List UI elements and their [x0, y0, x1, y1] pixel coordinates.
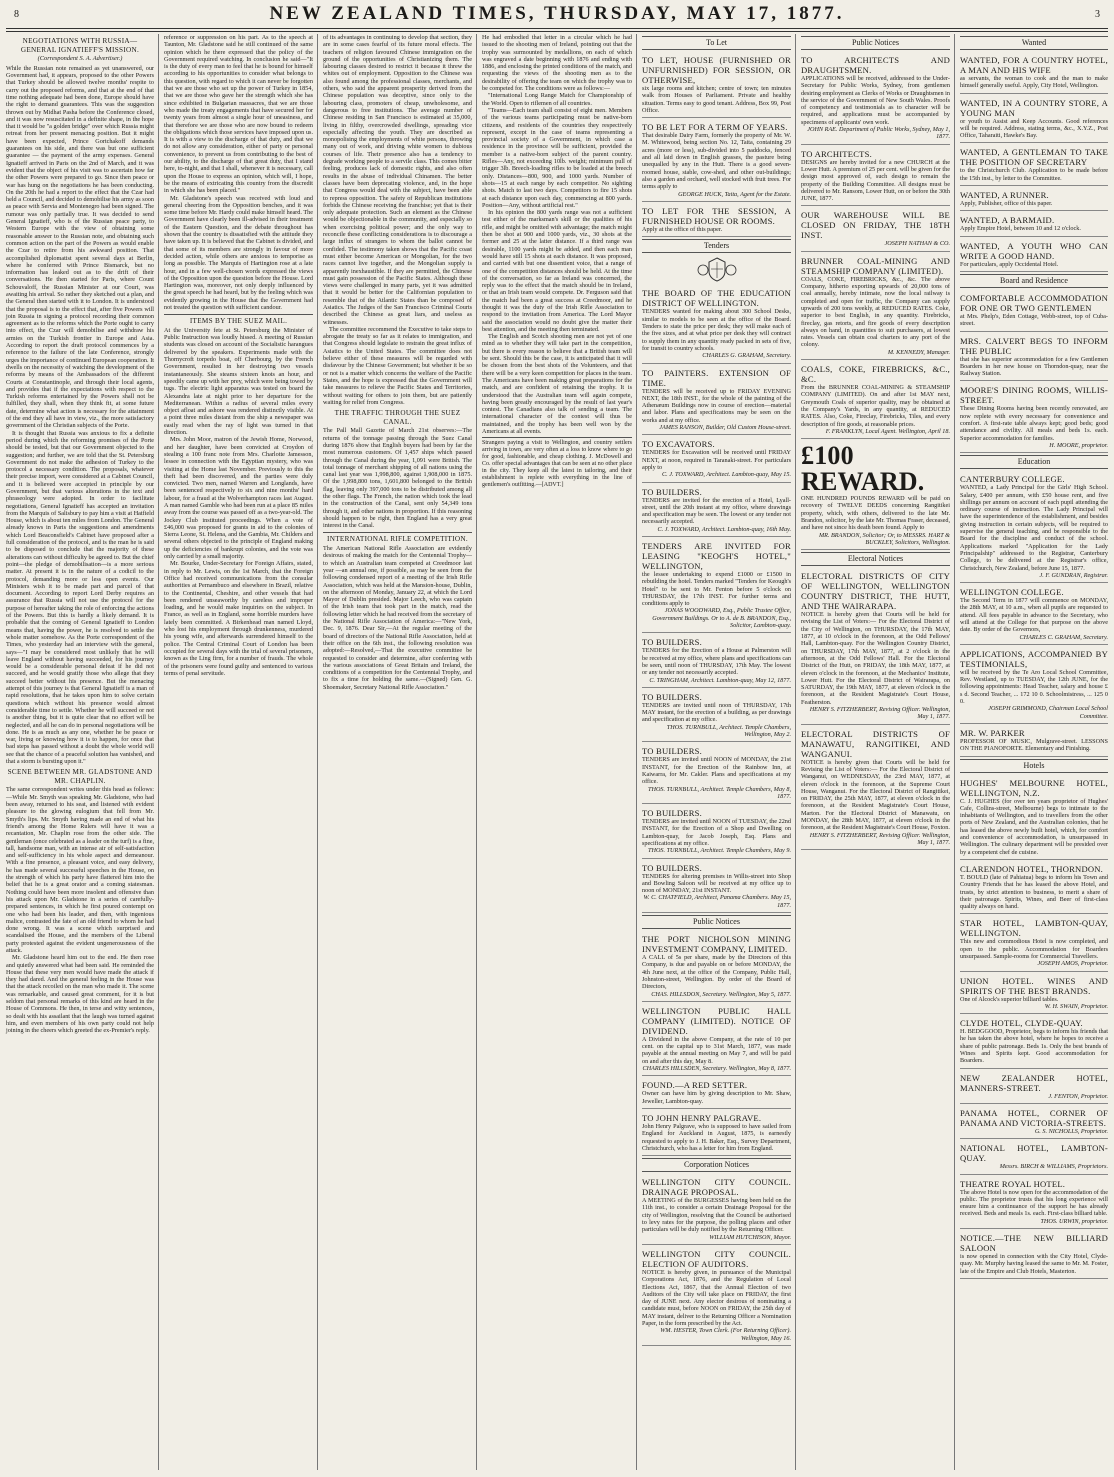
advertisement: [801, 254, 950, 360]
advertisement-heading: TO BUILDERS.: [642, 808, 703, 819]
advertisement-heading: TO BUILDERS.: [642, 862, 703, 873]
advertisement-heading: WANTED, A GENTLEMAN TO TAKE THE POSITION OF SECRETARY: [960, 147, 1108, 168]
advertisement-signature: WILLIAM HUTCHISON, Mayor.: [709, 1233, 791, 1241]
advertisement: [642, 539, 791, 633]
advertisement-signature: C. J. TOXWARD, Architect. Lambton-quay, May 15.: [661, 471, 791, 479]
advertisement-heading: COMFORTABLE ACCOMMODATION FOR ONE OR TWO GENTLEMEN: [960, 292, 1108, 313]
advertisement-body: Apply Empire Hotel, between 10 and 12 o'clock.: [960, 225, 1081, 233]
article-paragraph: It is thought that Russia was anxious to fix a definite period during which the reforming promises of the Porte should be tested, but that our Government objected to the suggestion; and further, we are told that the St. Petersburg Government do not make the adhesion of Turkey to the protocol a necessary condition. The proposals, whatever their precise import, were considered at a Cabinet Council, and it is believed were accepted in principle by our Government, but that various alterations in the text and phraseology were adopted. In order to facilitate negotiations, General Ignatieff has accepted an invitation from the Marquis of Salisbury to pay him a visit at Hatfield House, which is about ten miles from London. The General already knows in Paris the suggestions and amendments which Lord Beaconsfield's Cabinet have proposed after a full consideration of the protocol, and is the man he is said to be disposed to conclude that the majority of these alterations can without difficulty be agreed to. But the chief point—the pledge of demobilisation—is a more serious matter. At present it is in the nature of a codicil to the protocol, demanding more or less open events. Our Ministers wish it to be made part and parcel of that document. According to report Lord Derby requires an assurance that Russia will not use the protocol for the purpose of hereafter taking the role of enforcing the actions of the Powers. But this is hardly a likely demand. It is probable that the coming of General Ignatieff to London means that, having the power, he is resolved to settle the whole matter somehow. As the Porte correspondent of the Times, who yesterday had an interview with the general, says—"I may be considered most unlikely that he will leave England without having succeeded, for his journey would be a considerable personal defeat if he did not succeed, and he would gratify those who allege that they succeed better without his presence. But the menacing attempt of this journey is that General Ignatieff is a man of rapid resolutions, that he takes upon him to solve certain questions which without his presence would almost considerable time to settle. Whether he will succeed or not is another thing, but it is quite clear that no effort will be neglected, and all he can do in personal negotiations will be done. He is as much as any one, whether he be peace or war, living or knowing how it is to happen, for once that bad steps has passed without a doubt the whole world will see that the chance of a peaceful solution has vanished, and that a storm is bursting upon it.": [6, 429, 154, 765]
advertisement-body: Apply, Publisher, office of this paper.: [960, 200, 1053, 208]
advertisement-heading: THE BOARD OF THE EDUCATION DISTRICT OF WELLINGTON.: [642, 288, 791, 309]
advertisement-body: A Dividend in the above Company, at the rate of 10 per cent. on the capital up to 31st March, 1877, was made payable at the annual meeting on May 7, and will be paid on and after this day, May 8.: [642, 1035, 791, 1065]
advertisement-heading: WELLINGTON PUBLIC HALL COMPANY (LIMITED). NOTICE OF DIVIDEND.: [642, 1005, 791, 1036]
advertisement-body: six large rooms and kitchen; centre of town; ten minutes walk from Houses of Parliament. Private and healthy situation. Terms easy to good tenant. Address, Box 99, Post Office.: [642, 85, 791, 114]
advertisement-signature: CHARLES G. GRAHAM, Secretary.: [702, 352, 791, 360]
section-heading: Public Notices: [642, 915, 791, 929]
advertisement: [642, 120, 791, 202]
advertisement-body: A MEETING of the BURGESSES having been held on the 11th inst., to consider a certain Drainage Proposal for the city of Wellington, resolving that the Council be authorised to levy rates for the purpose, the polling places and other particulars will be duly notified by the Returning Officer.: [642, 1197, 791, 1234]
advertisement-signature: HENRY S. FITZHERBERT, Revising Officer. Wellington, May 1, 1877.: [809, 831, 950, 846]
advertisement: [960, 96, 1108, 144]
column-1: [2, 34, 158, 1470]
advertisement: [801, 727, 950, 851]
advertisement-body: ONE HUNDRED POUNDS REWARD will be paid on recovery of TWELVE DEEDS concerning Rangitikei property, which, with others, delivered to the late Mr. Brandon, solicitor, by the late Mr. Thomas Fraser, deceased, and have not since his death been found. Apply to: [801, 495, 950, 532]
advertisement-heading: TENDERS ARE INVITED FOR LEASING "KEOGH'S HOTEL," WELLINGTON,: [642, 540, 791, 571]
advertisement: [642, 204, 791, 237]
article-paragraph: While the Russian note remained as yet unanswered, our Government had, it appears, proposed to the other Powers that Turkey should be allowed twelve months' respite to carry out the proposed reforms, and that at the end of that time nothing adequate had been done, Europe should have the right to demand guarantees. This was the suggestion thrown out by Midhat Pasha before the Conference closed, and it was now resuscitated in a definite shape, in the hope that it would be "a golden bridge" over which Russia might retreat from her present menacing position. But it might have been expected, Prince Gortchakoff demands guarantees on his side, and there was but one sufficient guarantee — the payment of the army expenses. General Ignatieff arrived in Paris on the 2nd of March, and it was evident that the object of his visit was to ascertain how far the other Powers were prepared to go. Since then peace or war has hung on the negotiations he has been conducting. On the 20th he had a report to the effect that the Czar had held a Council, and decided to demobilise his army as soon as peace with Servia and Montenegro had been signed. The rumour was only partially true. It was decided to send General Ignatieff, who is of the Russian peace party, to Western Europe with the view of obtaining some reasonable answer to the Russian note, and obtaining such common action on the part of the Powers as would enable the Czar to retire from his awkward position. That accomplished diplomatist spent several days at Berlin, where he conferred with Prince Bismarck, but no information has leaked out as to the drift of their conversations. He then started for Paris, where Count Schouvaloff, the Russian Minister at our Court, was awaiting his arrival. So rather they sketched out a plan, and the General then started with it to London. It is understood that the proposal is to the effect that, after five Powers will join Russia in signing a protocol recording their common agreement as to the reforms which the Porte ought to carry into effect, the Czar will demobilise and withdraw his armies on the Turkish frontier in Europe and Asia. According to report the draft protocol commences by a reference to the failure of the late Conference, strongly urges the importance of continued European cooperation. It dwells on the necessity of watching the development of the reforms by means of the Ambassadors of the different Courts at Constantinople, and through their local agents, and provides that if the expectations with respect to the Turkish reforms entertained by the Powers shall not be fulfilled, they shall, when they think fit, at some future date, determine what action is necessary for the attainment of the end they all have in view, viz., the more satisfactory government of the Christian subjects of the Porte.: [6, 64, 154, 430]
advertisement-heading: WELLINGTON CITY COUNCIL. ELECTION OF AUDITORS.: [642, 1248, 791, 1269]
advertisement-body: NOTICE is hereby given, in pursuance of the Municipal Corporations Act, 1876, and the Regulation of Local Elections Act, 1867, that the Annual Election of two Auditors of the City will take place on FRIDAY, the first day of JUNE next. Any elector desirous of nominating a candidate must, before NOON on FRIDAY, the 25th day of MAY instant, deliver to the Returning Officer a Nomination Paper, in the form prescribed by the Act.: [642, 1268, 791, 1327]
advertisement-signature: C. TRINGHAM, Architect. Lambton-quay, May 12, 1877.: [649, 676, 791, 684]
section-heading: Electoral Notices: [801, 552, 950, 566]
advertisement: [801, 441, 950, 550]
column-divider: [795, 34, 796, 1470]
advertisement: [960, 334, 1108, 382]
advertisement-signature: THOS. TURNBULL, Architect. Temple Chambers, May 8, 1877.: [648, 785, 791, 800]
article-heading: NEGOTIATIONS WITH RUSSIA— GENERAL IGNATIEFF'S MISSION.: [20, 37, 140, 54]
advertisement: [642, 932, 791, 1002]
reward-amount: £100 REWARD.: [801, 441, 925, 497]
article-paragraph: of its advantages in continuing to develop that section, they are in some cases fearful of its future moral effects. The teachers of religion favoured Chinese immigration on the ground of the opportunities of Christianizing them. The labouring classes desired to restrict it because it threw the whites out of employment. Opposition to the Chinese was also found among the professional classes, merchants, and others, who said the apparent prosperity derived from the Chinese population was deceptive, since only to the labouring class, promoters of cheap, unwholesome, and dangerous to free institutions. The average number of Chinese residing in San Francisco is estimated at 35,000, living in filthy, overcrowded dwellings, spreading vice especially affecting the youth. They are described as monopolising the employments of white persons, throwing many out of work, and driving white women to dubious courses of life. Their presence also has a tendency to degrade working people to a servile class. This comes bitter feeling, produces lack of domestic rights, and also often results in the abuse of individual Chinamen. The better classes have been deprecating violence, and, in the hope that Congress would deal with the subject, have been able to repress opposition. The safety of Republican institutions forbids the Chinese receiving the franchise; yet that is their only adequate protection. Such an element as the Chinese would be objectionable in the community, and especially so when exercising political power; and the only way to reconcile these conflicting considerations is to discourage a large influx of strangers to whom the ballot cannot be confided. The testimony taken shows that the Pacific coast must either become American or Mongolian, for the two races cannot live together, and the Mongolian supply is apparently inexhaustible. If they are permitted, the Chinese must gain possession of the Pacific States. Although these views were challenged in many parts, yet it was admitted that it would be better for the Californian population to resemble that of the Atlantic States than be composed of Asiatics. The Judges of the San Francisco Criminal Courts described the Chinese as great liars, and useless as witnesses.: [323, 34, 472, 326]
advertisement-heading: UNION HOTEL. WINES AND SPIRITS OF THE BEST BRANDS.: [960, 975, 1108, 996]
advertorial-paragraph: Strangers paying a visit to Wellington, and country settlers arriving in town, are very often at a loss to know where to go for good, fashionable, and cheap clothing. J. McDowell and Co. offer special advantages that can be seen at no other place in the city. They keep all the latest in tailoring, and their establishment is replete with everything in the line of gentlemen's outfitting.—[ADVT.]: [482, 437, 632, 489]
advertisement: [960, 1231, 1108, 1279]
advertisement-signature: JOSEPH GRIMMOND, Chairman Local School Committee.: [988, 705, 1108, 720]
advertisement-body: WANTED, a Lady Principal for the Girls' High School. Salary, £400 per annum, with £50 house rent, and five shillings per annum on account of each pupil attending the ordinary course of instruction. The Lady Principal will have the superintendence of the establishment, and besides giving instruction in certain subjects, will be required to supervise the general teaching, and be responsible to the Board for the discipline and conduct of the school. Applications marked "Application for the Lady Principalship" addressed to the Registrar, Canterbury College, to be delivered at the Registrar's office, Christchurch, New Zealand, before June 15, 1877.: [960, 484, 1108, 572]
advertisement: [960, 1141, 1108, 1174]
advertisement-body: to the Christchurch Club. Application to be made before the 15th inst., by letter to the Committee.: [960, 167, 1108, 182]
advertisement: [642, 744, 791, 804]
article-paragraph: The committee recommend the Executive to take steps to abrogate the treaty so far as it relates to immigration, and that Congress should legislate to restrain the great influx of Asiatics to the United States. The committee does not believe either of these measures will be regarded with disfavour by the Chinese Government; but whether it be so or not is a matter which concerns the welfare of the Pacific States, and the hope is expressed that the Government will take measures to relieve the Pacific States and Territories, without waiting for others to join them, but are patiently waiting for relief from Congress.: [323, 325, 472, 406]
advertisement-heading: WANTED, FOR A COUNTRY HOTEL, A MAN AND HIS WIFE: [960, 55, 1108, 75]
advertisement: [642, 635, 791, 687]
advertisement-body: That desirable Dairy Farm, formerly the property of Mr. W. M. Whitewood, being section No. 12, Taita, containing 29 acres (more or less), sub-divided into 5 paddocks, fenced and all laid down in English grasses, the pasture being unequalled by any in the Hutt. There is a good seven-roomed house, stable, cow-shed, and other out-buildings; also a garden and orchard, well stocked with fruit trees. For terms apply to: [642, 132, 791, 191]
advertisement-heading: WELLINGTON COLLEGE.: [960, 587, 1064, 598]
article-paragraph: Mrs. John Moor, matron of the Jewish Home, Norwood, and her daughter, have been convicted at Croydon of stealing a 100 franc note from Mrs. Charlotte Jamesson, lessee in connection with the Egyptian mystery, who was visiting at the Home last November. Previously to this the theft had been discovered, and the parties were duly convicted. Two men, named Warren and Longlands, have been sentenced respectively to six and nine months' hard labour, for a fraud at the Wolverhampton races last August. A man named Gamble who had been run at a place 85 miles away from the course was passed off as a two-year-old. The Jockey Club instituted proceedings. When a vote of £46,000 was proposed for grants in aid to the colonies of Sierra Leone, St. Helena, and the Gambia, Mr. Childers and several others objected to the principle of England making up the deficiencies of bankrupt colonies, and the vote was only carried by a small majority.: [164, 436, 313, 561]
advertisement-heading: TO BUILDERS.: [642, 637, 703, 648]
advertisement-signature: M. KENNEDY, Manager.: [887, 348, 950, 356]
advertisement-heading: THEATRE ROYAL HOTEL.: [960, 1178, 1066, 1189]
advertisement-body: TENDERS are invited until NOON of MONDAY, the 21st INSTANT, for the Erection of the Rainbow Inn, at Kaiwarra, for Mr. Cakler. Plans and specifications at my office.: [642, 756, 791, 786]
advertisement: [801, 569, 950, 724]
advertisement-signature: JOSEPH NATHAN & CO.: [884, 240, 950, 248]
advertisement-heading: STAR HOTEL, LAMBTON-QUAY, WELLINGTON.: [960, 918, 1108, 939]
advertisement-body: From the BRUNNER COAL-MINING & STEAMSHIP COMPANY (LIMITED). On and after 1st MAY next, Greymouth Coals of superior quality, may be obtained at the Company's Yards, in any quantity, at REDUCED RATES. Also, Coke, Fireclay, Firebricks, Tiles, and every description of fire goods, at reasonable prices.: [801, 384, 950, 428]
advertisement-heading: TO PAINTERS. EXTENSION OF TIME.: [642, 367, 791, 388]
advertisement: [642, 286, 791, 363]
advertisement-heading: TO EXCAVATORS.: [642, 439, 715, 450]
advertisement: [960, 1016, 1108, 1068]
advertisement-body: These Dining Rooms having been recently renovated, are now replete with every necessary for convenience and comfort. A first-rate table always kept; good beds; good attendance and civility. All meals and beds 1s. each. Superior accommodation for families.: [960, 405, 1108, 442]
column-divider: [158, 34, 159, 1470]
page-number-right: 3: [1094, 8, 1100, 20]
advertisement-heading: ELECTORAL DISTRICTS OF CITY OF WELLINGTON, WELLINGTON COUNTRY DISTRICT, THE HUTT, AND THE WAIRARAPA.: [801, 571, 950, 612]
advertisement: [960, 1106, 1108, 1139]
advertisement-signature: W. C. CHATFIELD, Architect, Panama Chambers. May 15, 1877.: [643, 894, 791, 909]
advertisement-heading: TO BUILDERS.: [642, 691, 703, 702]
advertisement: [642, 1078, 791, 1109]
advertisement-heading: MOORE'S DINING ROOMS, WILLIS-STREET.: [960, 385, 1108, 406]
column-divider: [476, 34, 477, 1470]
advertisement-heading: TO LET, HOUSE (FURNISHED OR UNFURNISHED) FOR SESSION, OR OTHERWISE,: [642, 55, 791, 85]
advertisement-body: TENDERS are invited until noon of THURSDAY, 17th MAY instant, for the erection of a building, as per drawings and specification at my office.: [642, 701, 791, 724]
article-paragraph: In his opinion the 800 yards range was not a sufficient test either of the marksman's skill or the qualities of his rifle, and might be omitted with advantage; the match might then be shot at 900 and 1000 yards, viz., 30 shots at the former and 25 at the latter distance. If a third range was desirable, 1100 yards might be added, and then each man would have still 15 shots at each distance. It was proposed, and carried with but one dissentient voice, that a range of one of the competition distances should be held. At the time of the conversation, so far as Ireland was concerned, the reply was to the effect that the match should be in Ireland, or that an Irish team would compete. Dr. Ferguson said that the match had been a great success at Creedmoor, and he thought it was the duty of the Irish Rifle Association to respond to the invitation from America. The Lord Mayor said the association would no doubt give the matter their best attention, and the meeting then terminated.: [482, 209, 632, 333]
advertisement-body: PROFESSOR OF MUSIC, Mulgrave-street. LESSONS ON THE PIANOFORTE. Elementary and Finishing.: [960, 737, 1108, 753]
advertisement-heading: TO BE LET FOR A TERM OF YEARS.: [642, 122, 788, 133]
advertisement-body: or youth to Assist and Keep Accounts. Good references will be required. Address, stating terms, &c., X.Y.Z., Post Office, Taharaiti, Hawke's Bay.: [960, 117, 1108, 140]
article-paragraph: The same correspondent writes under this head as follows:—While Mr. Smyth was speaking Mr. Gladstone, who had been away, returned to his seat, and listened with evident pleasure to the glowing eulogium that fell from Mr. Smyth's lips. Mr. Smyth having made an end of what his friend's among the Home Rulers will have it was a recantation, Mr. Chaplin rose from the other side. The gentleman (once celebrated as a leader on the turf) is a fine, tall, handsome man, with an intense air of self-satisfaction and self-sufficiency in his whole aspect and demeanour. With a fine presence, a pleasant voice, and easy delivery, he has made several successful speeches in the House, on the strength of which his party have flattered him into the belief that he is a great orator and a coming statesman. Nothing could have been more insolent and offensive than his attack upon Mr. Gladstone in a series of carefully-prepared sentences, in which he first poured contempt on one who had been his leader, and then, with ingenious malice, contrasted the fate of an old friend to whom he had done wrong. It was a scene which surprised and scandalised the House, and the members of the Liberal party protested against the evident ungenerousness of the attack.: [6, 786, 154, 954]
advertisement: [642, 53, 791, 118]
advertisement-body: APPLICATIONS will be received, addressed to the Under-Secretary for Public Works, Sydney, from gentlemen desiring employment as Clerks of Works or Draughtsmen in the service of the Government of New South Wales. Proofs of competency and testimonials as to character will be required, and applications must be accompanied by specimens of applicants' own work.: [801, 75, 950, 126]
advertisement: [960, 53, 1108, 94]
advertisement: [642, 485, 791, 537]
advertisement-heading: NEW ZEALANDER HOTEL, MANNERS-STREET.: [960, 1072, 1108, 1093]
masthead-rule-double: [6, 31, 1108, 32]
article-paragraph: reference or suppression on his part. As to the speech at Taunton, Mr. Gladstone said he still continued of the same opinion which he there expressed that the policy of the Government required watching. In conclusion he said—"It is the duty of every man to feel that he is bound for himself according to his opportunities to consider what belongs to this question, with regard to which it can never be forgotten that we are those who set up the power of Turkey in 1854, that we are those who gave her the strength which she has since exhibited in Bulgarian massacres, that we are those who made the treaty engagements that have secured her for twenty years from almost a single hour of uneasiness, and that therefore we are those who are now bound to redeem the obligations which those services have imposed upon us. It is with a view to the discharge of that duty, and that we do not allow any consideration, either of party or personal convenience, to prevent us from contributing to the best of our ability, to the discharge of that great duty, that I stand here, to-night, and that I shall, whenever it is necessary, call upon the House to express an opinion, which will, I hope, be the means of extricating this country from the discredit in which she has been placed.": [164, 34, 313, 195]
article-paragraph: Mr. Gladstone's speech was received with loud and general cheering from the Opposition benches, and it was some time before Mr. Hardy could make himself heard. The Government have clearly been ill-advised in their treatment of the Eastern Question, and the debate throughout has shown that the country is dissatisfied with the attitude they have taken up. It is believed that the Cabinet is divided, and that some of its members are strongly in favour of more decided action, while others are anxious to temporise as long as possible. The Marquis of Hartington rose at a late hour, and in a few well-chosen words expressed the views of the Opposition upon the question before the House. Lord Hartington was, moreover, not only deeply influenced by the great speech he had heard, but by the feeling which was evidently growing in the House that the Government had not treated the question with sufficient candour.: [164, 194, 313, 311]
advertisement: [960, 383, 1108, 453]
advertisement: [960, 726, 1108, 757]
column-divider: [954, 34, 955, 1470]
advertisement-body: is now opened in connection with the City Hotel, Clyde-quay. Mr. Murphy having leased the same to Mr. M. Foster, late of the Empire and Club Hotels, Masterton.: [960, 1253, 1108, 1275]
advertisement: [642, 1111, 791, 1156]
advertisement-body: One of Alcock's superior billiard tables.: [960, 995, 1059, 1003]
advertisement-heading: WANTED, A BARMAID.: [960, 215, 1055, 226]
advertisement-signature: CHARLES C. GRAHAM, Secretary.: [1019, 633, 1108, 641]
coat-of-arms-icon: [642, 256, 791, 284]
advertisement-heading: TO LET FOR THE SESSION, A FURNISHED HOUSE OR ROOMS.: [642, 205, 791, 226]
advertisement-body: C. J. HUGHES (for over ten years proprietor of Hughes' Cafe, Collins-street, Melbourne) begs to intimate to the inhabitants of Wellington, and to travellers from the other ports of New Zealand, and the Australian colonies, that he has leased the above newly built hotel, which, for comfort and convenience of accommodation, is unsurpassed in Wellington. The culinary department will be presided over by a competent chef de cuisine.: [960, 797, 1108, 856]
advertisement-heading: WANTED, A YOUTH WHO CAN WRITE A GOOD HAND.: [960, 240, 1108, 261]
advertisement-signature: G. S. NICHOLLS, Proprietor.: [1034, 1127, 1108, 1135]
advertisement-heading: APPLICATIONS, ACCOMPANIED BY TESTIMONIALS,: [960, 648, 1108, 669]
advertisement: [960, 472, 1108, 583]
advertisement: [960, 862, 1108, 914]
advertisement-heading: COALS, COKE, FIREBRICKS, &C., &C.: [801, 364, 950, 385]
advertisement-heading: MR. W. PARKER: [960, 727, 1025, 738]
advertisement: [801, 208, 950, 251]
article-heading: SCENE BETWEEN MR. GLADSTONE AND MR. CHAPLIN.: [7, 768, 153, 785]
advertisement: [642, 861, 791, 913]
advertisement-signature: CHARLES HILLSDEN, Secretary. Wellington, May 8, 1877.: [642, 1065, 791, 1073]
advertisement-heading: WANTED, A RUNNER.: [960, 190, 1049, 201]
advertisement-body: that she has superior accommodation for a few Gentlemen Boarders in her new house on Thorndon-quay, near the Railway Station.: [960, 355, 1108, 378]
advertisement-heading: CLARENDON HOTEL, THORNDON.: [960, 863, 1104, 874]
advertisement: [642, 1247, 791, 1346]
advertisement-body: Apply at the office of this paper.: [642, 225, 723, 233]
advertisement-body: DESIGNS are hereby invited for a new CHURCH at the Lower Hutt. A premium of 25 per cent. will be given for the design most approved of, such design to remain the property of the Building Committee. All designs must be delivered to Mr. Ransom, Lower Hutt, on or before the 30th JUNE, 1877.: [801, 158, 950, 203]
advertisement: [642, 806, 791, 858]
advertisement-heading: TO JOHN HENRY PALGRAVE.: [642, 1112, 762, 1123]
advertisement-body: For particulars, apply Occidental Hotel.: [960, 260, 1059, 268]
advertisement: [642, 437, 791, 482]
article-paragraph: Mr. Bourke, Under-Secretary for Foreign Affairs, stated, in reply to Mr. Lewis, on the 1st March, that the Foreign Office had received communications from the consular authorities at Pernambuco and elsewhere in Brazil, relative to the Continental, Cheshire, and other vessels that had been rendered unseaworthy by careless and improper loading, and he would make inquiries on the subject. In France, as well as in England, some horrible murders have lately been committed. A Birkenhead man named Lloyd, who lost his employment through drunkenness, murdered his young wife, and afterwards surrendered himself to the police. The Central Criminal Court of London has been occupied for several days with the trial of several prisoners, known as the Ling firm, for a number of frauds. The whole of the prisoners were found guilty and sentenced to various terms of penal servitude.: [164, 560, 313, 677]
article-paragraph: Mr. Gladstone heard him out to the end. He then rose and quietly answered what had been said. He reminded the House that these very men would have made the attack if they had dared. And the general feeling in the House was that the attack recoiled on the man who made it. The scene was remarkable, and caused great comment, for it is but seldom that personal remarks of this kind are heard in the House of Commons. He then, in terse and witty sentences, so dealt with his assailant that the laugh was turned against him, and even members of his own party could not help joining in the cheers which greeted the ex-Premier's reply.: [6, 954, 154, 1035]
advertisement-signature: J. F. GUNDRAN, Registrar.: [1039, 571, 1108, 579]
advertisement-heading: OUR WAREHOUSE WILL BE CLOSED ON FRIDAY, THE 18TH INST.: [801, 210, 950, 241]
advertisement-body: This new and commodious Hotel is now completed, and open to the public. Accommodation for Boarders unsurpassed. Sample-rooms for Commercial Travellers.: [960, 938, 1108, 960]
advertisement: [801, 53, 950, 145]
section-heading: Hotels: [960, 759, 1108, 773]
advertisement-signature: GEORGE HUCK, Taita, Agent for the Estate.: [678, 190, 791, 198]
advertisement: [642, 1004, 791, 1076]
advertisement-signature: H. MOORE, proprietor.: [1049, 441, 1108, 449]
advertisement-signature: THOS. TURNBULL, Architect. Temple Chambers, Wellington, May 2.: [666, 723, 791, 739]
advertisement-signature: JOHN RAE. Department of Public Works, Sydney, May 1, 1877.: [807, 126, 950, 141]
advertisement-heading: CANTERBURY COLLEGE.: [960, 474, 1065, 485]
advertisement: [642, 1175, 791, 1245]
advertisement-body: NOTICE is hereby given that Courts will be held for revising the List of Voters:— For the Electoral District of the City of Wellington, on THURSDAY, the 17th MAY, 1877, at 10 o'clock in the forenoon, at the Odd Fellows' Hall, Lambton-quay. For the Wellington Country District, on THURSDAY, 17th MAY, 1877, at 2 o'clock in the afternoon, at the Odd Fellows' Hall. For the Electoral District of the Hutt, on FRIDAY, the 18th MAY, 1877, at eleven o'clock in the forenoon, at the Mechanics' Institute, Lower Hutt. For the Electoral District of Wairarapa, on SATURDAY, the 19th MAY, 1877, at eleven o'clock in the forenoon, at the Resident Magistrate's Court House, Featherston.: [801, 611, 950, 706]
column-6: [797, 34, 954, 1470]
advertisement-heading: CLYDE HOTEL, CLYDE-QUAY.: [960, 1018, 1083, 1029]
section-heading: Board and Residence: [960, 274, 1108, 288]
section-heading: Public Notices: [801, 36, 950, 50]
section-heading: To Let: [642, 36, 791, 50]
advertisement-signature: THOS. TURNBULL, Architect. Temple Chambers, May 9.: [648, 847, 791, 855]
advertisement-body: TENDERS are invited for the erection of a Hotel, Lyall-street, until the 20th instant at my office, where drawings and specification may be seen. The lowest or any tender not necessarily accepted.: [642, 496, 791, 526]
column-3: [319, 34, 476, 1470]
article-heading: INTERNATIONAL RIFLE COMPETITION.: [323, 532, 472, 544]
advertisement-heading: TO ARCHITECTS AND DRAUGHTSMEN.: [801, 55, 950, 75]
advertisement-heading: THE PORT NICHOLSON MINING INVESTMENT COMPANY, LIMITED.: [642, 934, 791, 955]
advertisement-signature: F. FRANKLYN, Local Agent. Wellington, April 18.: [825, 427, 950, 435]
advertisement-heading: TO BUILDERS.: [642, 486, 703, 497]
article-heading: ITEMS BY THE SUEZ MAIL.: [164, 314, 313, 326]
column-divider: [636, 34, 637, 1470]
advertisement: [960, 291, 1108, 332]
advertisement: [960, 145, 1108, 186]
article-paragraph: At the University fete at St. Petersburg the Minister of Public Instruction was loudly hissed. A meeting of Russian students was closed on account of the Socialistic harangues delivered by the speakers. Experiments made with the Thornycroft torpedo boat, off Cherbourg, by the French Government, resulted in her destroying two vessels instantaneously. She steams sixteen knots an hour, and speedily came up with her prey, which were being towed by tugs. The electric light apparatus was tested on board the Alexandra late at night prior to her departure for the Mediterranean. Within a radius of several miles every object afloat and ashore was rendered distinctly visible. At a point three miles distant from the ship a newspaper was easily read when the ray of light was turned in that direction.: [164, 326, 313, 437]
advertisement-signature: C. J. TOXWARD, Architect. Lambton-quay, 16th May.: [657, 525, 791, 533]
advertisement: [960, 1177, 1108, 1229]
advertisement-heading: WANTED, IN A COUNTRY STORE, A YOUNG MAN: [960, 97, 1108, 118]
newspaper-title: NEW ZEALAND TIMES, THURSDAY, MAY 17, 1877.: [269, 3, 845, 24]
advertisement-body: TENDERS wanted for making about 300 School Desks, similar to models to be seen at the office of the Board. Tenders to state the price per desk; they will make each of the five sizes, and at what price per desk they will contract to supply them in any quantity ready packed in sets of five, for transit to country schools.: [642, 308, 791, 352]
advertisement-body: The Second Term in 1877 will commence on MONDAY, the 28th MAY, at 10 a.m., when all pupils are requested to attend. All fees payable in advance to the Secretary, who will attend at the College for that purpose on the above date. By order of the Governors,: [960, 597, 1108, 634]
article-paragraph: "Teams—Each team shall consist of eight men. Members of the various teams participating must be native-born citizens, and residents of the countries they respectively represent, except in the case of teams representing a provincial society of a Government, in which case a residence in the province will be sufficient, provided the member is a native-born subject of the parent country. Rifles—Any, not exceeding 10lb. weight; minimum pull of trigger 3lb. Breech-loading rifles to be loaded at the breech only. Distances—800, 900, and 1000 yards. Number of shots—15 at each range by each competitor. No sighting shots. Match to last two days. Competitors to fire 15 shots at each distance upon each day, commencing at 800 yards. Position—Any, without artificial rest.": [482, 106, 632, 209]
advertisement: [960, 974, 1108, 1015]
advertisement: [960, 1071, 1108, 1104]
column-2: [160, 34, 317, 1470]
article-heading: THE TRAFFIC THROUGH THE SUEZ CANAL.: [334, 409, 461, 426]
section-heading: Wanted: [960, 36, 1108, 50]
advertisement-body: TENDERS are invited until NOON of TUESDAY, the 22nd INSTANT, for the Erection of a Shop and Dwelling on Lambton-quay, for Jacob Joseph, Esq. Plans and specifications at my office.: [642, 818, 791, 847]
column-7: [956, 34, 1112, 1470]
advertisement-signature: WM. HESTER, Town Clerk. (For Returning Officer). Wellington, May 16.: [660, 1327, 791, 1342]
advertisement: [960, 188, 1108, 211]
article-byline: (Correspondent S. A. Advertiser.): [37, 55, 123, 63]
advertisement-signature: HENRY S. FITZHERBERT, Revising Officer. Wellington, May 1, 1877.: [809, 706, 950, 721]
article-paragraph: The English and Scotch shooting men are not yet of one mind as to whether they will take part in the competition, but there is every reason to believe that a British team will be sent. Should this be the case, it is anticipated that it will be chosen from the best shots of the Volunteers, and that there will be a very keen competition for places in the team. The Americans have been making great preparations for the match, and are confident of retaining the trophy. It is understood that the Australian team will again compete, having been greatly encouraged by the result of last year's contest. The Canadians also talk of sending a team. The international character of the contest will thus be maintained, and the trophy has been well won by the Americans at all events.: [482, 333, 632, 436]
advertisement-body: COALS, COKE, FIREBRICKS, &c., &c. The above Company, hitherto exporting upwards of 20,000 tons of coal annually, hereby intimate, now the local railway is completed and open for traffic, the Company can supply upwards of 200 tons weekly, at REDUCED RATES. Coke, superior to best English, in any quantity. Firebricks, fireclay, gas retorts, and fire goods of every description always on hand, in quantities to suit purchasers, at lowest rates. Vessels can obtain coal charters to any port of the colony.: [801, 275, 950, 349]
advertisement-signature: CHAS. HILLSDON, Secretary. Wellington, May 5, 1877.: [651, 990, 791, 998]
column-5: [638, 34, 795, 1470]
advertisement-body: T. BOULD (late of Pahiatua) begs to inform his Town and Country Friends that he has leased the above Hotel, and trusts, by strict attention to business, to merit a share of their patronage. Spirits, Wines, and Beer of first-class quality always on hand.: [960, 873, 1108, 911]
advertisement-heading: HUGHES' MELBOURNE HOTEL, WELLINGTON, N.Z.: [960, 777, 1108, 798]
advertisement-signature: J. FENTON, Proprietor.: [1048, 1092, 1108, 1100]
advertisement: [960, 213, 1108, 236]
advertisement-body: will be received by the Te Aro Local School Committee, Rev. Westland, up to TUESDAY, the 12th JUNE, for the following appointments: Head Teacher, salary and house £ s d. Second Teacher, ... 172 10 0. Schoolmistress, ... 125 0 0.: [960, 668, 1108, 706]
advertisement: [960, 239, 1108, 272]
advertisement-heading: NATIONAL HOTEL, LAMBTON-QUAY.: [960, 1143, 1108, 1164]
advertisement: [801, 362, 950, 439]
advertisement-heading: FOUND.—A RED SETTER.: [642, 1080, 748, 1091]
advertisement: [642, 366, 791, 436]
advertisement: [960, 916, 1108, 971]
advertisement: [960, 585, 1108, 645]
article-paragraph: The Pall Mall Gazette of March 21st observes:—The returns of the tonnage passing through the Suez Canal during 1876 show that English buyers had been by far the most numerous customers. Of 1,457 ships which passed through the Canal during the year, 1,091 were British. The total tonnage of merchant shipping of all nations using the canal last year was 1,998,800, against 1,908,000 in 1875. Of the 1,998,800 tons, 1,601,800 belonged to the British flag, leaving only 397,000 tons to be distributed among all the other flags. The French, the nation which took the lead in the construction of the Canal, sent only 54,349 tons through it, and other nations in proportion. If this reasoning should happen to be right, then England has a very great interest in the Canal.: [323, 427, 472, 530]
advertisement: [642, 690, 791, 742]
article-paragraph: The American National Rifle Association are evidently desirous of making the match for the Centennial Trophy—to which an Australian team competed at Creedmoor last year —an annual one, if possible, as may be seen from the following condensed report of a meeting of the Irish Rifle Association, which was held at the Mansion-house, Dublin, on the afternoon of Monday, January 22, at which the Lord Mayor of Dublin presided. Major Leech, who was captain of the Irish team that took part in the match, read the following letter which he had received from the secretary of the National Rifle Association of America:—"New York, Dec. 9, 1876. Dear Sir,—At the regular meeting of the board of directors of the National Rifle Association, held at their office on the 6th inst., the following resolution was adopted:—Resolved,—That the executive committee be requested to consider and determine, after conferring with the various associations of Great Britain and Ireland, the conditions of a competition for the Centennial Trophy, and to fix a time for holding the same.—(Signed) Gen. G. Shoemaker, Secretary National Rifle Association.": [323, 545, 472, 691]
advertisement-signature: Messrs. BIRCH & WILLIAMS, Proprietors.: [999, 1163, 1108, 1171]
advertisement-heading: BRUNNER COAL-MINING AND STEAMSHIP COMPANY (LIMITED).: [801, 255, 950, 276]
advertisement-body: A CALL of 5s per share, made by the Directors of this Company, is due and payable on or before MONDAY, the 4th June next, at the office of the Company, Public Hall, Johnston-street, Wellington. By order of the Board of Directors,: [642, 954, 791, 991]
advertisement-signature: THOS. URWIN, proprietor.: [1040, 1217, 1108, 1225]
column-divider: [317, 34, 318, 1470]
advertisement-body: at Mrs. Phelp's, Eden Cottage, Webb-street, top of Cuba-street.: [960, 312, 1108, 328]
section-heading: Tenders: [642, 239, 791, 253]
advertisement-heading: TO ARCHITECTS.: [801, 148, 872, 159]
advertisement-signature: JOSEPH AMOS, Proprietor.: [1037, 960, 1108, 968]
section-heading: Corporation Notices: [642, 1158, 791, 1172]
advertisement-heading: ELECTORAL DISTRICTS OF MANAWATU, RANGITIKEI, AND WANGANUI.: [801, 728, 950, 759]
masthead: [0, 0, 1114, 28]
advertisement-body: Owner can have him by giving description to Mr. Shaw, Jeweller, Lambton-quay.: [642, 1090, 791, 1105]
advertisement-signature: JONAS WOODWARD, Esq., Public Trustee Office, Government Buildings. Or to A. de B. BRANDON, Esq., Solicitor, Lambton-quay.: [652, 607, 791, 630]
advertisement: [960, 647, 1108, 724]
advertisement-heading: NOTICE.—THE NEW BILLIARD SALOON: [960, 1233, 1108, 1254]
column-4: [478, 34, 636, 1470]
advertisement-heading: PANAMA HOTEL, CORNER OF PANAMA AND VICTORIA-STREETS.: [960, 1107, 1108, 1128]
advertisement-body: as servants, the woman to cook and the man to make himself generally useful. Apply, City Hotel, Wellington.: [960, 75, 1108, 90]
advertisement-body: John Henry Palgrave, who is supposed to have sailed from England for Auckland in August, 1875, is earnestly requested to apply to J. H. Baker, Esq., Survey Department, Christchurch, who has a letter for him from England.: [642, 1122, 791, 1152]
advertisement-body: The above Hotel is now open for the accommodation of the public. The proprietor trusts that his long experience will ensure him a continuance of the support he has already received. Beds and meals 1s. each. First-class billiard table.: [960, 1188, 1108, 1218]
advertisement-heading: WELLINGTON CITY COUNCIL. DRAINAGE PROPOSAL.: [642, 1177, 791, 1198]
advertisement-body: the lessee undertaking to expend £1000 or £1500 in rebuilding the hotel. Tenders marked "Tenders for Keough's Hotel" to be sent to Mr. Fenton before 5 o'clock on THURSDAY, the 17th INST. For further terms and conditions apply to: [642, 570, 791, 608]
advertisement-body: TENDERS for the Erection of a House at Palmerston will be received at my office, where plans and specifications can be seen, until noon of THURSDAY, 17th May. The lowest or any tender not necessarily accepted.: [642, 647, 791, 677]
advertisement: [960, 776, 1108, 860]
advertisement-signature: JAMES RANSON, Builder, Old Custom House-street.: [659, 424, 791, 432]
advertisement-heading: MRS. CALVERT BEGS TO INFORM THE PUBLIC: [960, 335, 1108, 356]
advertisement-body: TENDERS for Excavation will be received until FRIDAY NEXT, at noon, required in Taranaki-street. For particulars apply to: [642, 449, 791, 471]
advertisement-signature: MR. BRANDON, Solicitor; Or, to MESSRS. HART & BUCKLEY, Solicitors, Wellington.: [818, 531, 950, 546]
advertisement: [801, 147, 950, 207]
page-number-left: 8: [14, 8, 19, 20]
advertisement-body: NOTICE is hereby given that Courts will be held for Revising the List of Voters:— For the Electoral District of Wanganui, on WEDNESDAY, the 23rd MAY, 1877, at eleven o'clock in the forenoon, at the Supreme Court House, Wanganui. For the Electoral District of Rangitikei, on FRIDAY, the 25th MAY, 1877, at eleven o'clock in the forenoon, at the Resident Magistrate's Court House, Marton. For the Electoral District of Manawatu, on MONDAY, the 28th MAY, 1877, at eleven o'clock in the forenoon, at the Resident Magistrate's Court House, Foxton.: [801, 758, 950, 832]
advertisement-signature: W. H. SWAIN, Proprietor.: [1044, 1002, 1108, 1010]
advertisement-body: TENDERS will be received up to FRIDAY EVENING NEXT, the 18th INST., for the whole of the painting of the Athenæum Buildings now in course of erection—material and labor. Plans and specifications may be seen on the works and at my office.: [642, 387, 791, 424]
article-paragraph: "International Long Range Match for Championship of the World. Open to riflemen of all countries.: [482, 92, 632, 107]
advertisement-body: H. BEDGGOOD, Proprietor, begs to inform his friends that he has taken the above hotel, where he hopes to receive a share of public patronage. Beds 1s. Only the best brands of Wines and Spirits kept. Good accommodation for Boarders.: [960, 1028, 1108, 1065]
article-paragraph: He had embodied that letter in a circular which he had issued to the shooting men of Ireland, pointing out that the trophy was surmounted by medallions, on each of which was engraved a date beginning with 1876 and ending with 1886, and enclosing the printed conditions of the match, and requesting the views of the shooting men as to the desirability of offering the team on which the trophy was to be competed for. The conditions were as follows:—: [482, 34, 632, 93]
advertisement-body: TENDERS for altering premises in Willis-street into Shop and Bowling Saloon will be received at my office up to noon of MONDAY, 21st INSTANT.: [642, 872, 791, 895]
advertisement-heading: TO BUILDERS.: [642, 746, 703, 757]
section-heading: Education: [960, 455, 1108, 469]
masthead-rule: [6, 28, 1108, 29]
